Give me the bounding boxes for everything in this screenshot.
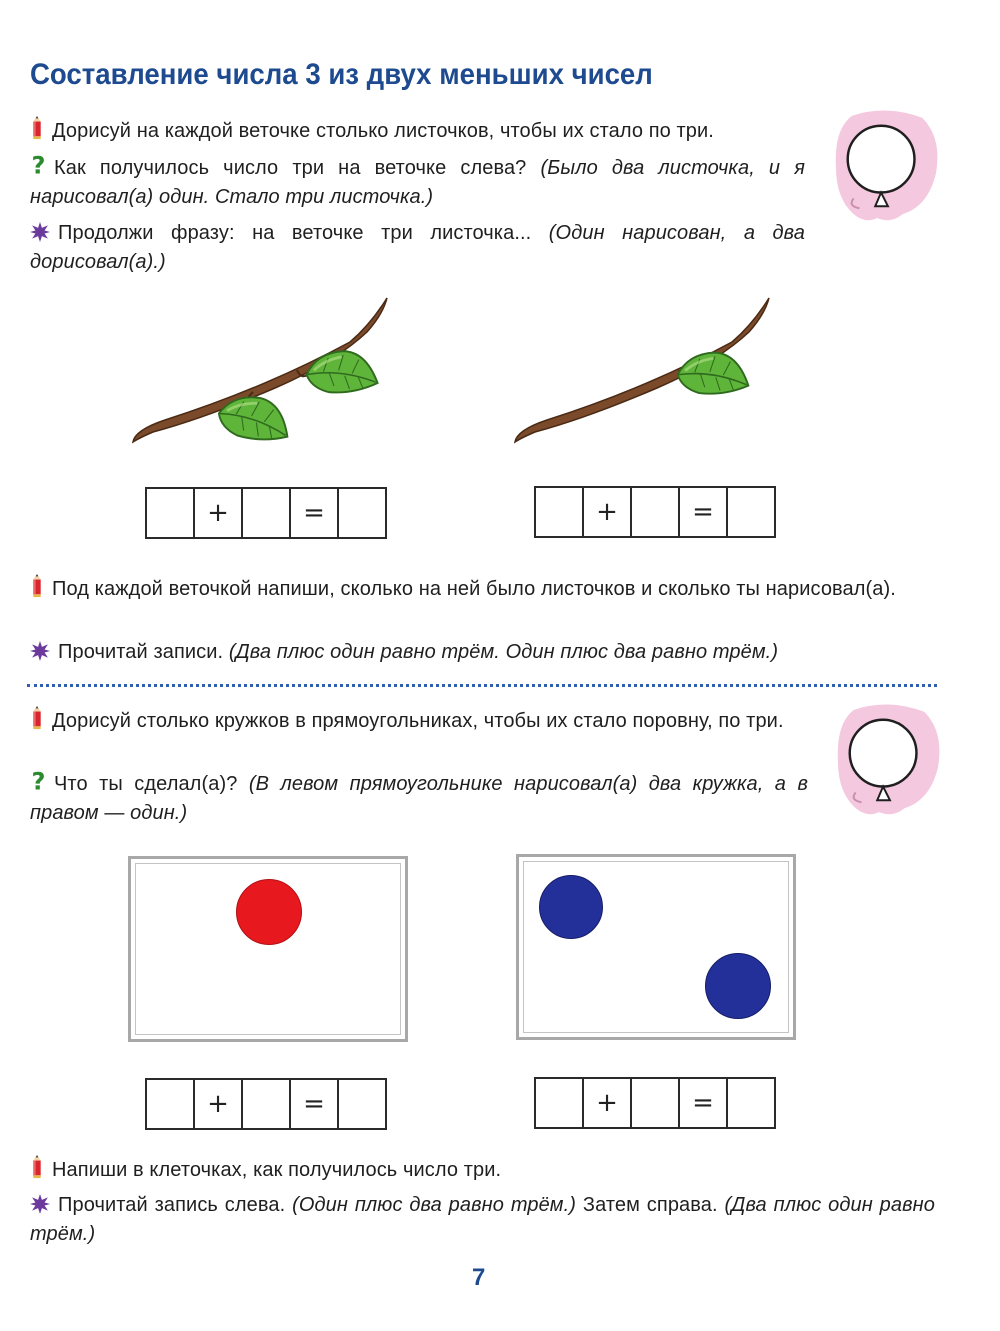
pencil-icon xyxy=(30,706,44,730)
plus-sign: + xyxy=(195,1080,243,1128)
task-paragraph xyxy=(30,574,935,604)
task-paragraph xyxy=(30,706,805,736)
task-paragraph xyxy=(30,116,810,146)
rectangle-right xyxy=(516,854,796,1040)
task-text: Прочитай запись слева. xyxy=(58,1194,286,1216)
question-mark-icon xyxy=(30,153,46,177)
answer-text: (Два плюс один равно трём. Один плюс два равно трём.) xyxy=(228,641,779,663)
red-circle xyxy=(236,879,302,945)
number-cell[interactable] xyxy=(147,1080,195,1128)
equation-boxes-left xyxy=(145,1078,387,1130)
balloon-icon xyxy=(834,702,942,820)
page-number: 7 xyxy=(472,1264,486,1291)
number-cell[interactable] xyxy=(339,489,385,537)
equation-boxes-right xyxy=(534,1077,776,1129)
blue-circle xyxy=(539,875,603,939)
answer-text: (Два плюс один равно трём.) xyxy=(30,1194,935,1245)
task-paragraph xyxy=(30,1191,935,1249)
number-cell[interactable] xyxy=(339,1080,385,1128)
number-cell[interactable] xyxy=(536,488,584,536)
question-text: Как получилось число три на веточке слева? xyxy=(54,157,527,179)
task-text: Прочитай записи. xyxy=(58,641,224,663)
task-paragraph xyxy=(30,219,805,277)
equation-boxes-right xyxy=(534,486,776,538)
star-icon xyxy=(30,641,50,661)
question-mark-icon xyxy=(30,769,46,793)
answer-text: (Один плюс два равно трём.) xyxy=(292,1194,577,1216)
answer-text: (Один нарисован, а два дорисовал(а).) xyxy=(30,222,805,273)
pencil-icon xyxy=(30,1155,44,1179)
number-cell[interactable] xyxy=(243,1080,291,1128)
dotted-separator xyxy=(27,684,937,687)
number-cell[interactable] xyxy=(147,489,195,537)
task-text: Напиши в клеточках, как получилось число три. xyxy=(52,1159,502,1181)
number-cell[interactable] xyxy=(728,488,774,536)
task-paragraph xyxy=(30,1155,935,1185)
number-cell[interactable] xyxy=(243,489,291,537)
task-text: Затем справа. xyxy=(582,1194,718,1216)
equals-sign: = xyxy=(291,1080,339,1128)
number-cell[interactable] xyxy=(536,1079,584,1127)
number-cell[interactable] xyxy=(632,488,680,536)
question-text: Что ты сделал(а)? xyxy=(54,773,238,795)
number-cell[interactable] xyxy=(632,1079,680,1127)
task-text: Дорисуй столько кружков в прямоугольниках, чтобы их стало поровну, по три. xyxy=(52,710,784,732)
blue-circle xyxy=(705,953,771,1019)
question-paragraph xyxy=(30,769,808,828)
branch-right xyxy=(507,292,777,452)
equals-sign: = xyxy=(680,488,728,536)
branch-left xyxy=(125,292,395,452)
pencil-icon xyxy=(30,116,44,140)
plus-sign: + xyxy=(584,488,632,536)
question-paragraph xyxy=(30,153,805,212)
answer-text: (Было два листочка, и я нарисовал(а) один. Стало три листочка.) xyxy=(30,157,805,208)
equals-sign: = xyxy=(680,1079,728,1127)
page-title: Составление числа 3 из двух меньших чисел xyxy=(30,58,653,91)
equals-sign: = xyxy=(291,489,339,537)
equation-boxes-left xyxy=(145,487,387,539)
pencil-icon xyxy=(30,574,44,598)
task-text: Продолжи фразу: на веточке три листочка... xyxy=(58,222,532,244)
plus-sign: + xyxy=(584,1079,632,1127)
task-paragraph xyxy=(30,638,935,667)
leaf xyxy=(677,351,749,394)
leaf xyxy=(305,349,378,395)
number-cell[interactable] xyxy=(728,1079,774,1127)
task-text: Под каждой веточкой напиши, сколько на ней было листочков и сколько ты нарисовал(а). xyxy=(52,578,896,600)
balloon-icon xyxy=(832,108,940,226)
answer-text: (В левом прямоугольнике нарисовал(а) два кружка, а в правом — один.) xyxy=(30,773,808,824)
star-icon xyxy=(30,1194,50,1214)
task-text: Дорисуй на каждой веточке столько листочков, чтобы их стало по три. xyxy=(52,120,714,142)
plus-sign: + xyxy=(195,489,243,537)
rectangle-left xyxy=(128,856,408,1042)
star-icon xyxy=(30,222,50,242)
